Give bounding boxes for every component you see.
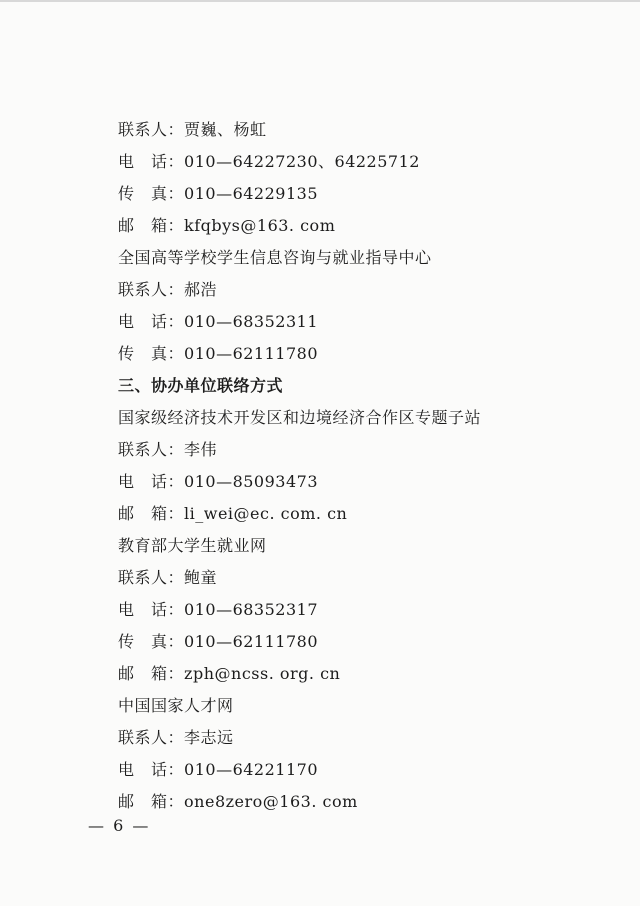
field-value: 李伟 xyxy=(184,440,218,459)
section-heading: 三、协办单位联络方式 xyxy=(118,376,284,395)
colon: ： xyxy=(167,568,185,587)
contact-line xyxy=(118,310,618,342)
field-value: li_wei@ec. com. cn xyxy=(184,504,348,523)
contact-line xyxy=(118,758,618,790)
colon: ： xyxy=(167,600,185,619)
colon: ： xyxy=(167,152,185,171)
field-value: 010—64221170 xyxy=(184,760,319,779)
contact-line xyxy=(118,502,618,534)
field-value: 010—64229135 xyxy=(184,184,319,203)
field-label: 联系人 xyxy=(118,568,168,587)
field-label: 邮 箱 xyxy=(118,792,168,811)
scan-edge xyxy=(0,0,640,2)
organization-name: 全国高等学校学生信息咨询与就业指导中心 xyxy=(118,248,432,267)
contact-list xyxy=(118,118,618,822)
field-value: one8zero@163. com xyxy=(184,792,358,811)
colon: ： xyxy=(167,728,185,747)
contact-line xyxy=(118,598,618,630)
colon: ： xyxy=(167,504,185,523)
field-value: 010—62111780 xyxy=(184,344,319,363)
colon: ： xyxy=(167,312,185,331)
field-value: 010—68352311 xyxy=(184,312,319,331)
field-label: 电 话 xyxy=(118,760,168,779)
colon: ： xyxy=(167,216,185,235)
contact-line xyxy=(118,662,618,694)
field-value: 010—64227230、64225712 xyxy=(184,152,420,171)
field-label: 传 真 xyxy=(118,632,168,651)
field-label: 联系人 xyxy=(118,728,168,747)
field-label: 电 话 xyxy=(118,312,168,331)
colon: ： xyxy=(167,760,185,779)
organization-name: 国家级经济技术开发区和边境经济合作区专题子站 xyxy=(118,408,482,427)
contact-line xyxy=(118,342,618,374)
colon: ： xyxy=(167,440,185,459)
field-label: 电 话 xyxy=(118,152,168,171)
contact-line xyxy=(118,790,618,822)
field-label: 电 话 xyxy=(118,472,168,491)
contact-line xyxy=(118,278,618,310)
colon: ： xyxy=(167,664,185,683)
field-label: 传 真 xyxy=(118,344,168,363)
contact-line xyxy=(118,726,618,758)
field-label: 联系人 xyxy=(118,120,168,139)
field-value: 010—62111780 xyxy=(184,632,319,651)
contact-line xyxy=(118,182,618,214)
field-value: zph@ncss. org. cn xyxy=(184,664,341,683)
contact-line xyxy=(118,214,618,246)
contact-line xyxy=(118,150,618,182)
field-value: 郝浩 xyxy=(184,280,218,299)
field-label: 电 话 xyxy=(118,600,168,619)
page-number: — 6 — xyxy=(88,816,151,835)
field-label: 邮 箱 xyxy=(118,664,168,683)
contact-line xyxy=(118,118,618,150)
organization-name: 教育部大学生就业网 xyxy=(118,536,267,555)
contact-line xyxy=(118,630,618,662)
colon: ： xyxy=(167,280,185,299)
contact-line xyxy=(118,566,618,598)
field-value: 010—85093473 xyxy=(184,472,319,491)
colon: ： xyxy=(167,184,185,203)
colon: ： xyxy=(167,792,185,811)
field-label: 传 真 xyxy=(118,184,168,203)
field-label: 邮 箱 xyxy=(118,504,168,523)
contact-line xyxy=(118,438,618,470)
contact-line xyxy=(118,470,618,502)
field-label: 联系人 xyxy=(118,440,168,459)
colon: ： xyxy=(167,632,185,651)
field-value: 李志远 xyxy=(184,728,234,747)
field-label: 联系人 xyxy=(118,280,168,299)
field-value: 贾巍、杨虹 xyxy=(184,120,267,139)
field-value: 鲍童 xyxy=(184,568,218,587)
colon: ： xyxy=(167,344,185,363)
field-value: 010—68352317 xyxy=(184,600,319,619)
field-value: kfqbys@163. com xyxy=(184,216,336,235)
colon: ： xyxy=(167,472,185,491)
organization-name: 中国国家人才网 xyxy=(118,696,234,715)
field-label: 邮 箱 xyxy=(118,216,168,235)
colon: ： xyxy=(167,120,185,139)
